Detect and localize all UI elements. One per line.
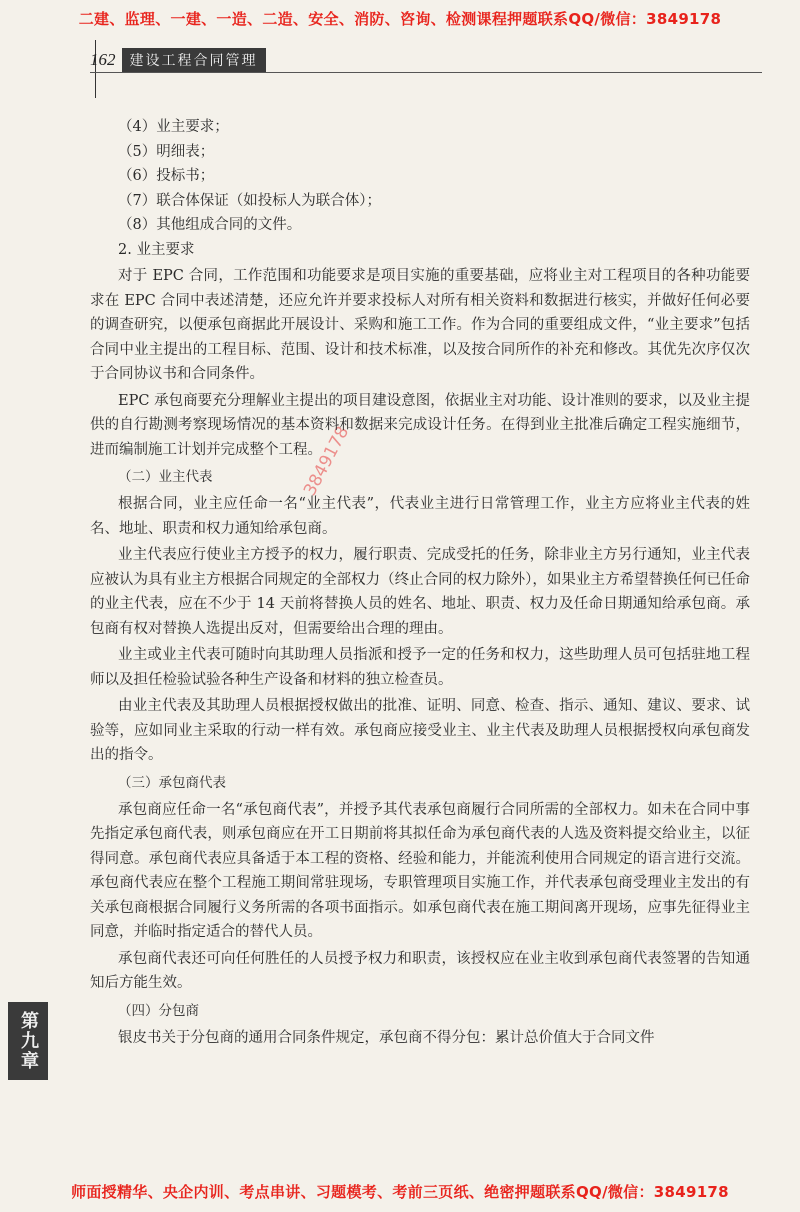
bottom-promo-banner: 师面授精华、央企内训、考点串讲、习题模考、考前三页纸、绝密押题联系QQ/微信：3849178 xyxy=(71,1183,729,1201)
section-heading: （二）业主代表 xyxy=(118,469,213,485)
paragraph: 承包商代表还可向任何胜任的人员授予权力和职责，该授权应在业主收到承包商代表签署的告知通知后方能生效。 xyxy=(90,950,750,991)
book-title: 建设工程合同管理 xyxy=(122,48,266,72)
list-item: （7）联合体保证（如投标人为联合体）； xyxy=(118,192,381,209)
top-promo-banner: 二建、监理、一建、一造、二造、安全、消防、咨询、检测课程押题联系QQ/微信：3849178 xyxy=(78,10,722,28)
page-header xyxy=(90,48,266,72)
list-item: （4）业主要求； xyxy=(118,119,229,135)
header-divider xyxy=(90,72,762,73)
list-item: （5）明细表； xyxy=(118,143,215,160)
paragraph: 业主或业主代表可随时向其助理人员指派和授予一定的任务和权力，这些助理人员可包括驻地工程师以及担任检验试验各种生产设备和材料的独立检查员。 xyxy=(90,647,750,688)
subheading: 2. 业主要求 xyxy=(118,241,195,258)
watermark: 3849178 xyxy=(300,423,354,500)
list-item: （6）投标书； xyxy=(118,168,215,184)
paragraph: EPC 承包商要充分理解业主提出的项目建设意图，依据业主对功能、设计准则的要求，以及业主提供的自行勘测考察现场情况的基本资料和数据来完成设计任务。在得到业主批准后确定工程实施细节，进而编制施工计划并完成整个工程。 xyxy=(90,392,750,458)
paragraph: 银皮书关于分包商的通用合同条件规定，承包商不得分包：累计总价值大于合同文件 xyxy=(118,1029,655,1046)
page-number: 162 xyxy=(90,50,116,69)
paragraph: 根据合同，业主应任命一名“业主代表”，代表业主进行日常管理工作，业主方应将业主代表的姓名、地址、职责和权力通知给承包商。 xyxy=(90,496,750,537)
page-body xyxy=(90,115,750,1050)
list-item: （8）其他组成合同的文件。 xyxy=(118,217,302,233)
paragraph: 由业主代表及其助理人员根据授权做出的批准、证明、同意、检查、指示、通知、建议、要求、试验等，应如同业主采取的行动一样有效。承包商应接受业主、业主代表及助理人员根据授权向承包商发出的指令。 xyxy=(90,698,750,763)
chapter-tab: 第九章 xyxy=(8,1002,48,1080)
paragraph: 业主代表应行使业主方授予的权力，履行职责、完成受托的任务，除非业主方另行通知，业主代表应被认为具有业主方根据合同规定的全部权力（终止合同的权力除外），如果业主方希望替换任何已任命的业主代表，应在不少于 14 天前将替换人员的姓名、地址、职责、权力及任命日期通知给承包商。承包商有权对替换人选提出反对，但需要给出合理的理由。 xyxy=(90,547,750,637)
section-heading: （四）分包商 xyxy=(118,1002,199,1019)
paragraph: 承包商应任命一名“承包商代表”，并授予其代表承包商履行合同所需的全部权力。如未在合同中事先指定承包商代表，则承包商应在开工日期前将其拟任命为承包商代表的人选及资料提交给业主，以征得同意。承包商代表应具备适于本工程的资格、经验和能力，并能流利使用合同规定的语言进行交流。承包商代表应在整个工程施工期间常驻现场，专职管理项目实施工作，并代表承包商受理业主发出的有关承包商根据合同履行义务所需的各项书面指示。如承包商代表在施工期间离开现场，应事先征得业主同意，并临时指定适合的替代人员。 xyxy=(90,801,750,940)
section-heading: （三）承包商代表 xyxy=(118,774,226,791)
paragraph: 对于 EPC 合同，工作范围和功能要求是项目实施的重要基础，应将业主对工程项目的各种功能要求在 EPC 合同中表述清楚，还应允许并要求投标人对所有相关资料和数据进行核实，并做好任何必要的调查研究，以便承包商据此开展设计、采购和施工工作。作为合同的重要组成文件，“业主要求”包括合同中业主提出的工程目标、范围、设计和技术标准，以及按合同所作的补充和修改。其优先次序仅次于合同协议书和合同条件。 xyxy=(90,268,750,382)
